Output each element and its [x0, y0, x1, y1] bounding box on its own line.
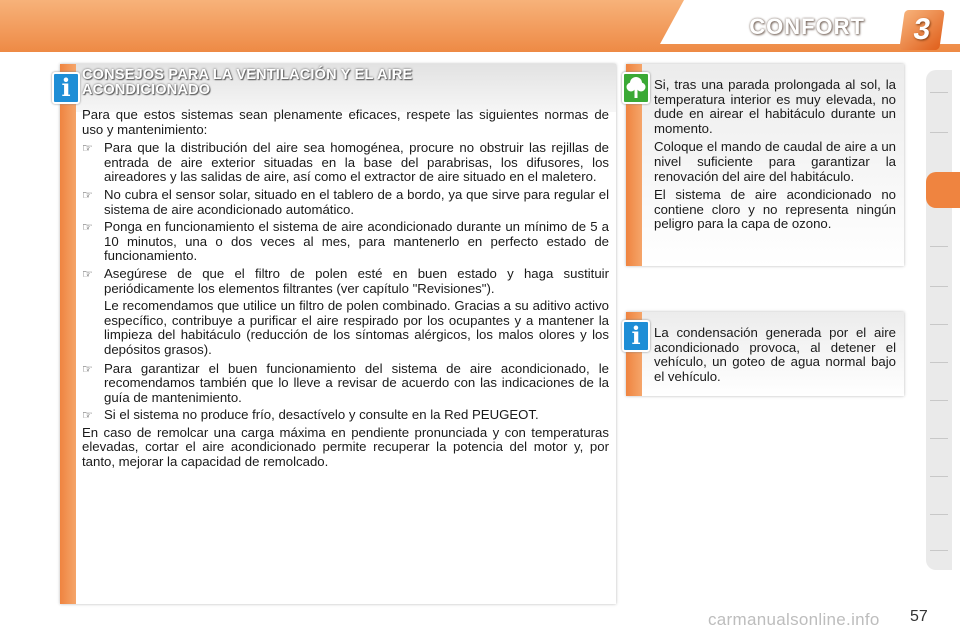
- list-item-text: Si el sistema no produce frío, desactívelo y consulte en la Red PEUGEOT.: [104, 407, 539, 423]
- list-item-text: Para garantizar el buen funcionamiento del sistema de aire acondicionado, le recomendamos también que lo lleve a revisar de acuerdo con las indicaciones de la guía de mantenimiento.: [104, 360, 609, 405]
- tab-separator: [930, 400, 948, 401]
- info-icon: i: [622, 320, 650, 352]
- pointing-hand-icon: ☞: [82, 141, 93, 156]
- panel-title-line1: CONSEJOS PARA LA VENTILACIÓN Y EL AIRE: [82, 67, 413, 83]
- ventilation-advice-panel: [60, 64, 616, 604]
- watermark: carmanualsonline.info: [708, 610, 880, 629]
- info-icon: i: [52, 72, 80, 104]
- pointing-hand-icon: ☞: [82, 220, 93, 235]
- eco-tip-paragraph: Coloque el mando de caudal de aire a un nivel suficiente para garantizar la renovación del aire del habitáculo.: [654, 139, 896, 184]
- tab-separator: [930, 550, 948, 551]
- tab-separator: [930, 246, 948, 247]
- tree-glyph: [624, 74, 648, 102]
- list-item-text: No cubra el sensor solar, situado en el tablero de a bordo, ya que sirve para regular el sistema de aire acondicionado automático.: [104, 186, 609, 217]
- panel-accent-bar: [60, 64, 76, 604]
- chapter-tab-strip: [926, 70, 952, 570]
- pointing-hand-icon: ☞: [82, 361, 93, 376]
- tab-separator: [930, 286, 948, 287]
- chapter-number-badge: 3: [899, 10, 945, 50]
- tab-separator: [930, 324, 948, 325]
- chapter-title: CONFORT: [749, 14, 865, 39]
- tab-separator: [930, 514, 948, 515]
- intro-paragraph: Para que estos sistemas sean plenamente eficaces, respete las siguientes normas de uso y mantenimiento:: [82, 107, 609, 137]
- eco-tip-paragraph: El sistema de aire acondicionado no contiene cloro y no representa ningún peligro para la capa de ozono.: [654, 187, 896, 232]
- eco-tip-text: [654, 78, 896, 236]
- condensation-info-text: La condensación generada por el aire acondicionado provoca, al detener el vehículo, un goteo de agua normal bajo el vehículo.: [654, 325, 896, 384]
- panel-title: [82, 68, 502, 98]
- list-item-text: Asegúrese de que el filtro de polen esté en buen estado y haga sustituir periódicamente los elementos filtrantes (ver capítulo "Revisiones").: [104, 265, 609, 296]
- list-item: [82, 267, 609, 296]
- list-item: [82, 362, 609, 406]
- pointing-hand-icon: ☞: [82, 408, 93, 423]
- pointing-hand-icon: ☞: [82, 266, 93, 281]
- tab-separator: [930, 362, 948, 363]
- tab-separator: [930, 476, 948, 477]
- closing-paragraph: En caso de remolcar una carga máxima en pendiente pronunciada y con temperaturas elevadas, cortar el aire acondicionado permite recuperar la potencia del motor y, por tanto, mejorar la capacidad de remolcado.: [82, 424, 609, 470]
- tab-separator: [930, 132, 948, 133]
- page-number: 57: [910, 608, 928, 625]
- list-item: [82, 141, 609, 185]
- list-item: [82, 188, 609, 217]
- panel-body: [82, 108, 609, 474]
- list-item: [82, 408, 609, 423]
- eco-tree-icon: [622, 72, 650, 104]
- list-item-continuation: Le recomendamos que utilice un filtro de polen combinado. Gracias a su aditivo activo específico, contribuye a purificar el aire respirado por los ocupantes y a mantener la limpieza del habitáculo (reducción de los síntomas alérgicos, los malos olores y los depósitos grasos).: [104, 298, 609, 357]
- pointing-hand-icon: ☞: [82, 187, 93, 202]
- eco-tip-panel: [626, 64, 904, 266]
- list-item-text: Ponga en funcionamiento el sistema de aire acondicionado durante un mínimo de 5 a 10 minutos, una o dos veces al mes, para mantenerlo en perfecto estado de funcionamiento.: [104, 219, 609, 264]
- condensation-info-panel: [626, 312, 904, 396]
- tab-separator: [930, 438, 948, 439]
- tab-separator: [930, 92, 948, 93]
- list-item: [82, 220, 609, 264]
- chapter-tab-active[interactable]: [926, 172, 960, 208]
- list-item-text: Para que la distribución del aire sea homogénea, procure no obstruir las rejillas de entrada de aire exterior situadas en la base del parabrisas, los difusores, los aireadores y las salidas de aire, así como el extractor de aire situado en el maletero.: [104, 140, 609, 185]
- panel-title-line2: ACONDICIONADO: [82, 82, 211, 98]
- eco-tip-paragraph: Si, tras una parada prolongada al sol, la temperatura interior es muy elevada, no dude en airear el habitáculo durante un momento.: [654, 77, 896, 136]
